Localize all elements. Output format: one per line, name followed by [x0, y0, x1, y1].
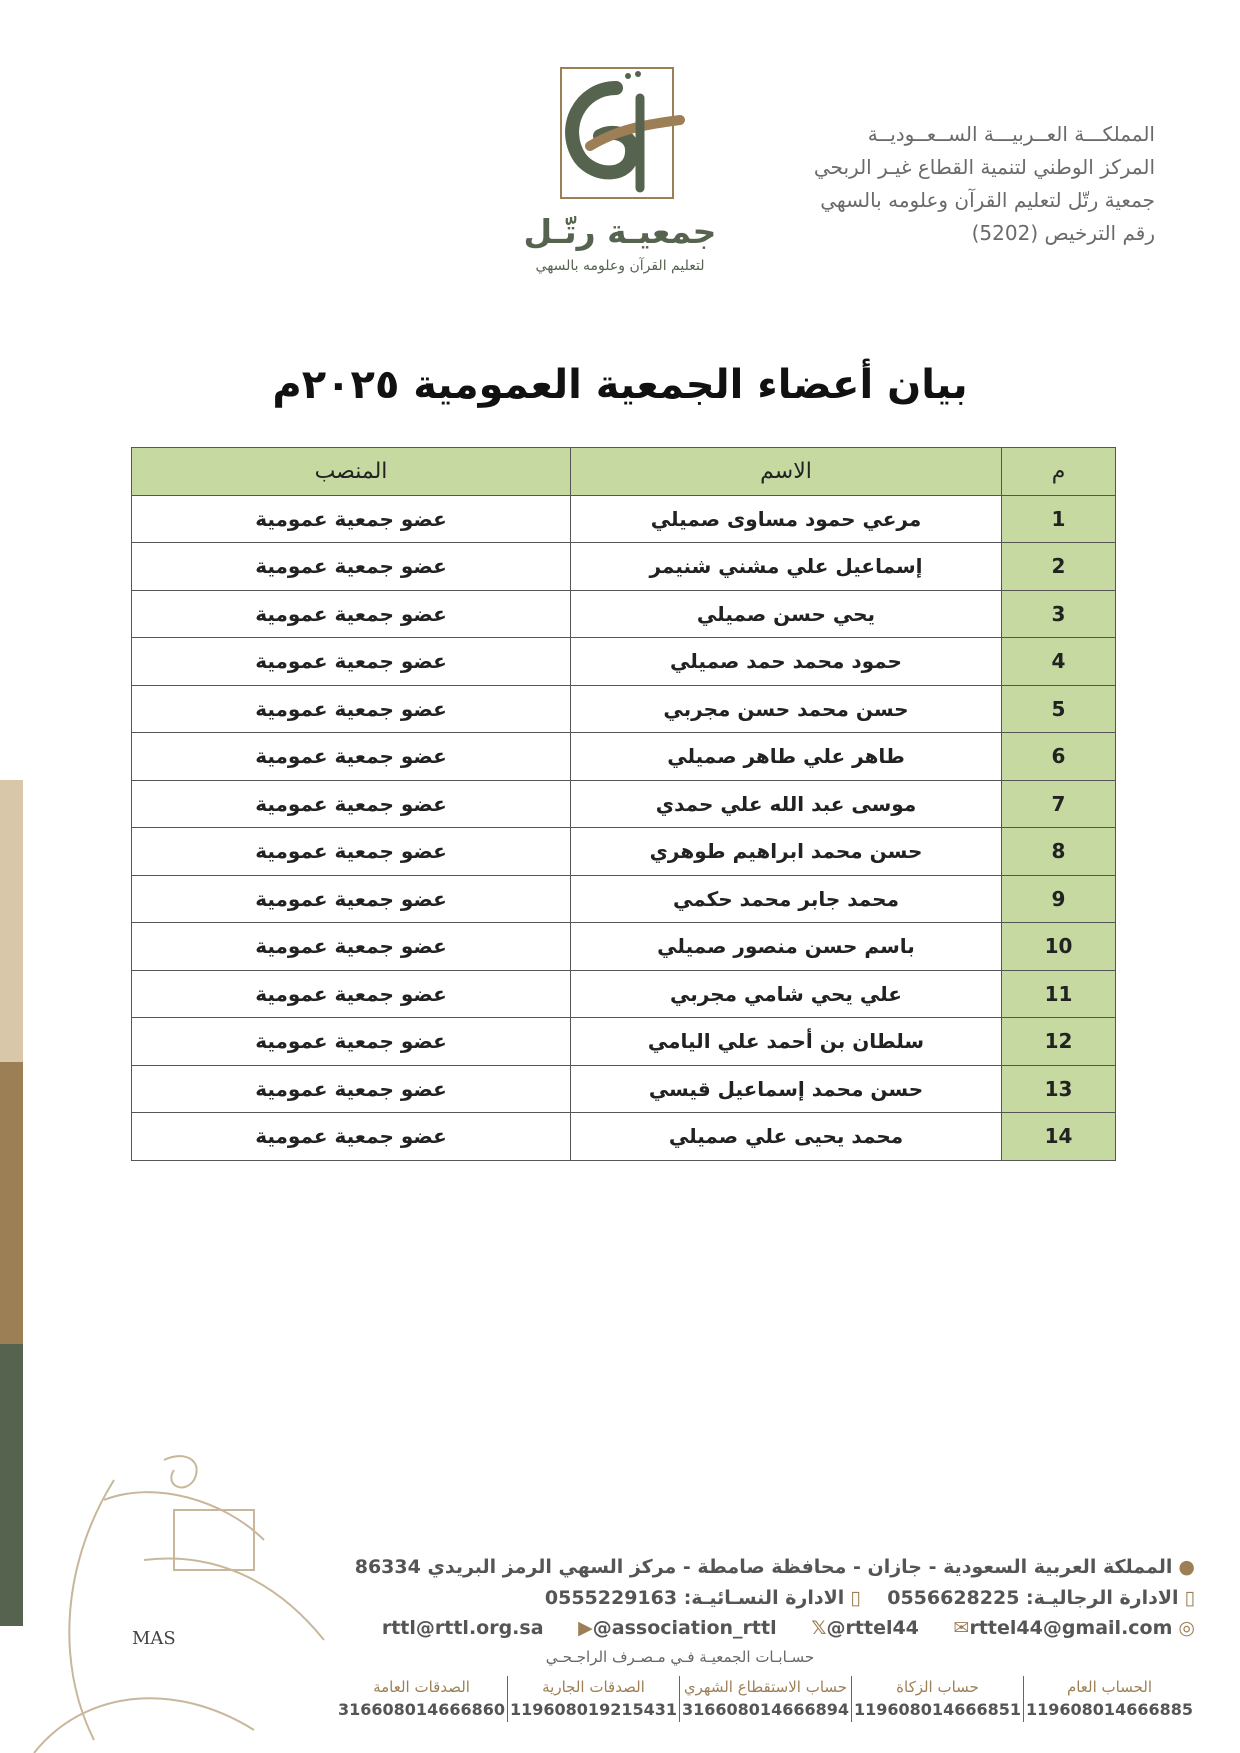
bank-account [851, 1676, 1023, 1722]
bank-caption: حسـابـات الجمعيـة فـي مـصـرف الراجـحـي [545, 1648, 815, 1666]
bank-account-label: حساب الزكاة [896, 1678, 979, 1696]
footer-address [295, 1556, 1195, 1578]
header-num: م [1002, 448, 1116, 496]
table-row [132, 923, 1116, 971]
bank-account-number: 316608014666860 [338, 1700, 505, 1719]
row-number: 14 [1002, 1113, 1116, 1161]
phone-icon: ▯ [1184, 1587, 1195, 1609]
member-role: عضو جمعية عمومية [132, 1018, 571, 1066]
row-number: 12 [1002, 1018, 1116, 1066]
row-number: 5 [1002, 685, 1116, 733]
org-header [735, 118, 1155, 250]
member-name: مرعي حمود مساوى صميلي [571, 495, 1002, 543]
header-role: المنصب [132, 448, 571, 496]
table-row [132, 1065, 1116, 1113]
member-name: محمد جابر محمد حكمي [571, 875, 1002, 923]
email-link[interactable]: rttel44@gmail.com [969, 1617, 1173, 1639]
member-name: محمد يحيى علي صميلي [571, 1113, 1002, 1161]
table-row [132, 495, 1116, 543]
header-name: الاسم [571, 448, 1002, 496]
member-name: موسى عبد الله علي حمدي [571, 780, 1002, 828]
table-row [132, 543, 1116, 591]
page-title: بيان أعضاء الجمعية العمومية ٢٠٢٥م [272, 362, 968, 408]
org-line-center: المركز الوطني لتنمية القطاع غيـر الربحي [813, 155, 1155, 179]
member-role: عضو جمعية عمومية [132, 970, 571, 1018]
bank-account [1023, 1676, 1195, 1722]
women-admin-phone[interactable]: الادارة النسـائيـة: 0555229163 [544, 1587, 845, 1609]
member-name: سلطان بن أحمد علي اليامي [571, 1018, 1002, 1066]
row-number: 6 [1002, 733, 1116, 781]
member-role: عضو جمعية عمومية [132, 875, 571, 923]
bank-account [507, 1676, 679, 1722]
men-admin-phone[interactable]: الادارة الرجاليـة: 0556628225 [887, 1587, 1179, 1609]
member-role: عضو جمعية عمومية [132, 590, 571, 638]
location-pin-icon: ● [1178, 1556, 1195, 1578]
member-role: عضو جمعية عمومية [132, 1065, 571, 1113]
table-row [132, 733, 1116, 781]
bank-accounts [338, 1676, 1195, 1722]
side-strip-brown [0, 1062, 23, 1344]
row-number: 2 [1002, 543, 1116, 591]
row-number: 7 [1002, 780, 1116, 828]
youtube-link[interactable]: @association_rttl [592, 1617, 777, 1639]
bank-account [336, 1676, 507, 1722]
row-number: 3 [1002, 590, 1116, 638]
bank-account-number: 119608019215431 [510, 1700, 677, 1719]
row-number: 1 [1002, 495, 1116, 543]
table-row [132, 1018, 1116, 1066]
member-name: حسن محمد ابراهيم طوهري [571, 828, 1002, 876]
row-number: 8 [1002, 828, 1116, 876]
bank-account-label: الصدقات العامة [373, 1678, 470, 1696]
table-row [132, 1113, 1116, 1161]
email-icon: ✉ [953, 1617, 970, 1639]
member-name: علي يحي شامي مجربي [571, 970, 1002, 1018]
x-icon: 𝕏 [811, 1617, 827, 1639]
member-role: عضو جمعية عمومية [132, 685, 571, 733]
table-row [132, 590, 1116, 638]
logo-subtitle: لتعليم القرآن وعلومه بالسهي [535, 258, 705, 274]
member-role: عضو جمعية عمومية [132, 780, 571, 828]
bank-account-label: حساب الاستقطاع الشهري [683, 1678, 848, 1696]
table-row [132, 875, 1116, 923]
association-logo-icon [520, 58, 720, 288]
youtube-icon: ▶ [578, 1617, 593, 1639]
table-header-row [132, 448, 1116, 496]
row-number: 4 [1002, 638, 1116, 686]
org-line-country: المملكـــة العــربيـــة الســعــوديــة [867, 122, 1155, 146]
side-strip-beige [0, 780, 23, 1062]
website-link[interactable]: rttl@rttl.org.sa [381, 1617, 544, 1639]
member-role: عضو جمعية عمومية [132, 638, 571, 686]
table-row [132, 638, 1116, 686]
member-name: حسن محمد حسن مجربي [571, 685, 1002, 733]
member-role: عضو جمعية عمومية [132, 543, 571, 591]
bank-account [679, 1676, 851, 1722]
footer-phones [295, 1587, 1195, 1609]
table-row [132, 780, 1116, 828]
member-name: باسم حسن منصور صميلي [571, 923, 1002, 971]
table-row [132, 685, 1116, 733]
member-role: عضو جمعية عمومية [132, 923, 571, 971]
mas-mark: MAS [132, 1628, 176, 1649]
row-number: 13 [1002, 1065, 1116, 1113]
bank-account-number: 316608014666894 [682, 1700, 849, 1719]
row-number: 9 [1002, 875, 1116, 923]
member-name: إسماعيل علي مشني شنيمر [571, 543, 1002, 591]
row-number: 10 [1002, 923, 1116, 971]
member-name: يحي حسن صميلي [571, 590, 1002, 638]
members-table [131, 447, 1116, 1161]
org-line-license: رقم الترخيص (5202) [971, 221, 1155, 245]
member-role: عضو جمعية عمومية [132, 828, 571, 876]
bank-account-number: 119608014666885 [1026, 1700, 1193, 1719]
logo-name: جمعيـة رتّـل [523, 212, 717, 251]
member-role: عضو جمعية عمومية [132, 1113, 571, 1161]
x-link[interactable]: @rttel44 [826, 1617, 919, 1639]
address-text: المملكة العربية السعودية - جازان - محافظة صامطة - مركز السهي الرمز البريدي 86334 [354, 1556, 1173, 1578]
member-name: طاهر علي طاهر صميلي [571, 733, 1002, 781]
member-role: عضو جمعية عمومية [132, 495, 571, 543]
bank-account-label: الصدقات الجارية [542, 1678, 645, 1696]
bank-account-label: الحساب العام [1066, 1678, 1153, 1696]
org-line-association: جمعية رتّل لتعليم القرآن وعلومه بالسهي [820, 188, 1155, 212]
member-name: حسن محمد إسماعيل قيسي [571, 1065, 1002, 1113]
phone-icon: ▯ [850, 1587, 861, 1609]
row-number: 11 [1002, 970, 1116, 1018]
table-row [132, 970, 1116, 1018]
side-strip-green [0, 1344, 23, 1626]
bank-account-number: 119608014666851 [854, 1700, 1021, 1719]
table-row [132, 828, 1116, 876]
member-name: حمود محمد حمد صميلي [571, 638, 1002, 686]
footer-contacts [295, 1617, 1195, 1639]
member-role: عضو جمعية عمومية [132, 733, 571, 781]
globe-icon: ◎ [1178, 1617, 1195, 1639]
